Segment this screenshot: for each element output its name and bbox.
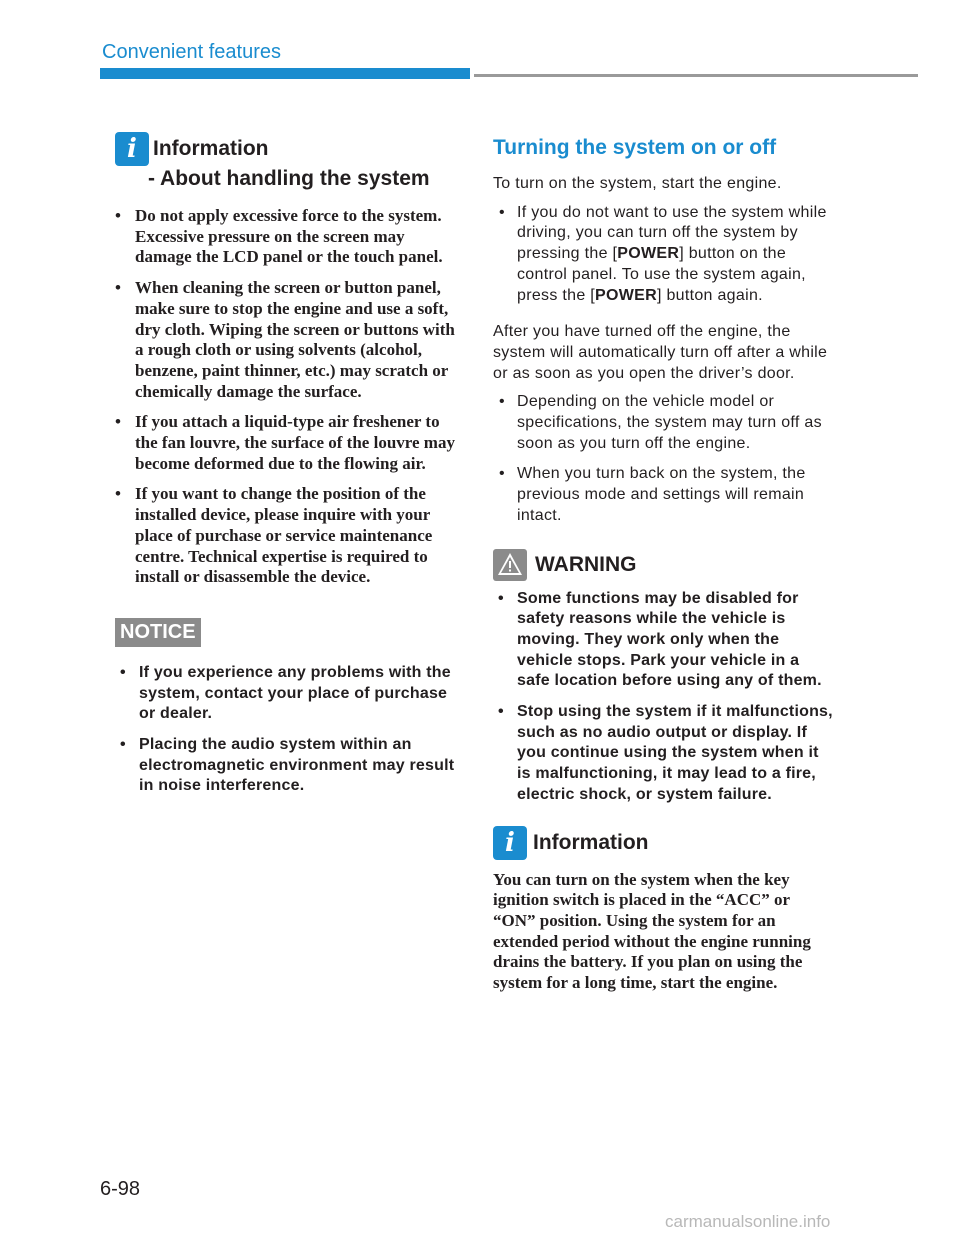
list-item: • When you turn back on the system, the previous mode and settings will remain intact. [493,464,833,526]
info-text: You can turn on the system when the key ignition switch is placed in the “ACC” or “ON” position. Using the system for an extended period without the engine running drains the battery. If you plan on using the system for a long time, start the engine. [493,869,811,993]
section-title: Convenient features [102,41,282,63]
info-label: Information [533,830,649,854]
text-run: If you do not want to use the system while driving, you can turn off the system by pressing the [ [517,203,827,263]
notice-badge: NOTICE [115,618,201,647]
text-run: ] button on the control panel. To use the system again, press the [ [517,245,806,304]
power-button-label: POWER [617,245,680,263]
info-heading-line2: - About handling the system [148,167,430,190]
info-heading [115,132,460,192]
warning-heading [493,549,833,581]
power-list [493,203,833,307]
text-run: ] button again. [656,286,763,304]
list-item: • If you want to change the position of the installed device, please inquire with your place of purchase or service maintenance centre. Technical expertise is required to install or disassemble the device. [115,484,460,588]
handling-list [115,206,460,588]
warning-list [493,589,833,806]
warning-triangle-icon [493,549,527,581]
info-heading-2 [493,826,833,860]
intro-text: To turn on the system, start the engine. [493,175,782,192]
left-column [115,132,460,807]
power-button-label: POWER [595,286,657,304]
auto-off-list [493,392,833,526]
list-item: • Depending on the vehicle model or specifications, the system may turn off as soon as you turn off the engine. [493,392,833,454]
right-column [493,132,833,994]
info-icon: i [493,826,527,860]
watermark: carmanualsonline.info [665,1212,831,1231]
info-heading-line1: Information [153,136,269,160]
list-item: • Do not apply excessive force to the system. Excessive pressure on the screen may damage the LCD panel or the touch panel. [115,206,460,268]
list-item: • If you experience any problems with the system, contact your place of purchase or dealer. [115,663,460,725]
notice-list [115,663,460,797]
section-heading: Turning the system on or off [493,136,777,159]
list-item: • Placing the audio system within an electromagnetic environment may result in noise interference. [115,735,460,797]
header-accent-bar [100,68,470,79]
auto-off-text: After you have turned off the engine, the system will automatically turn off after a while or as soon as you open the driver’s door. [493,323,828,382]
header-rule [474,74,918,77]
warning-label: WARNING [535,552,637,576]
page-number: 6-98 [100,1178,141,1200]
list-item: • When cleaning the screen or button panel, make sure to stop the engine and use a soft, dry cloth. Wiping the screen or buttons with a rough cloth or using solvents (alcohol, benzene, paint thinner, etc.) may scratch or chemically damage the surface. [115,278,460,402]
list-item [493,203,833,307]
list-item: • Stop using the system if it malfunctions, such as no audio output or display. If you continue using the system when it is malfunctioning, it may lead to a fire, electric shock, or system failure. [493,702,833,806]
list-item: • If you attach a liquid-type air freshener to the fan louvre, the surface of the louvre may become deformed due to the flowing air. [115,412,460,474]
list-item: • Some functions may be disabled for safety reasons while the vehicle is moving. They work only when the vehicle stops. Park your vehicle in a safe location before using any of them. [493,589,833,693]
info-icon: i [115,132,149,166]
